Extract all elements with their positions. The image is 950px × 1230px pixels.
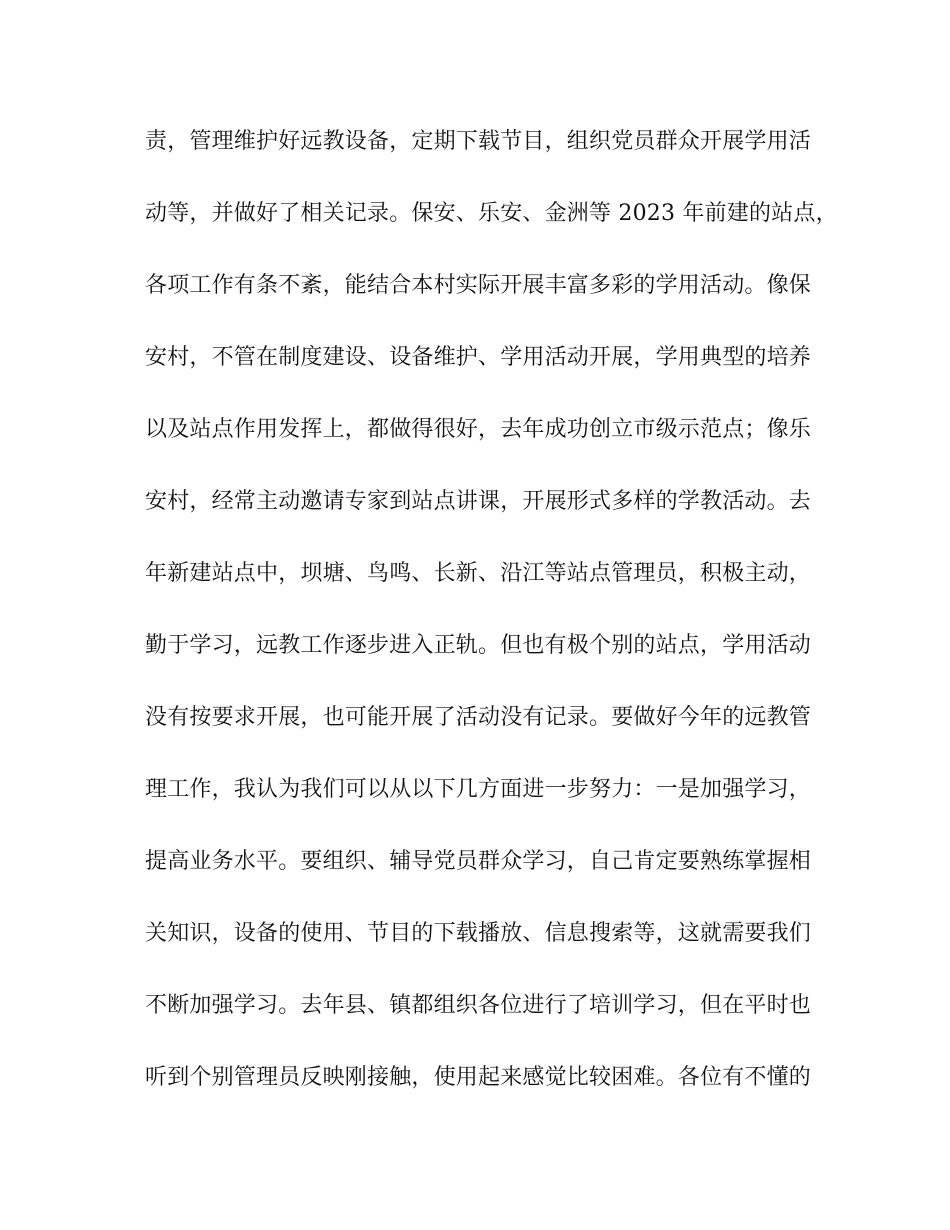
text-line: 以及站点作用发挥上，都做得很好，去年成功创立市级示范点；像乐 bbox=[145, 417, 812, 442]
text-line: 没有按要求开展，也可能开展了活动没有记录。要做好今年的远教管 bbox=[145, 705, 812, 730]
text-line: 责，管理维护好远教设备，定期下载节目，组织党员群众开展学用活 bbox=[145, 129, 812, 154]
text-line: 安村，经常主动邀请专家到站点讲课，开展形式多样的学教活动。去 bbox=[145, 489, 812, 514]
text-line: 勤于学习，远教工作逐步进入正轨。但也有极个别的站点，学用活动 bbox=[145, 633, 812, 658]
text-line: 安村，不管在制度建设、设备维护、学用活动开展，学用典型的培养 bbox=[145, 345, 812, 370]
text-line: 提高业务水平。要组织、辅导党员群众学习，自己肯定要熟练掌握相 bbox=[145, 849, 812, 874]
text-line: 不断加强学习。去年县、镇都组织各位进行了培训学习，但在平时也 bbox=[145, 993, 812, 1018]
text-line: 关知识，设备的使用、节目的下载播放、信息搜索等，这就需要我们 bbox=[145, 921, 812, 946]
text-line: 理工作，我认为我们可以从以下几方面进一步努力：一是加强学习， bbox=[145, 777, 812, 802]
body-text bbox=[145, 118, 838, 1126]
text-line: 听到个别管理员反映刚接触，使用起来感觉比较困难。各位有不懂的 bbox=[145, 1065, 812, 1090]
text-line: 年新建站点中，坝塘、鸟鸣、长新、沿江等站点管理员，积极主动， bbox=[145, 561, 812, 586]
text-line: 各项工作有条不紊，能结合本村实际开展丰富多彩的学用活动。像保 bbox=[145, 273, 812, 298]
text-line: 动等，并做好了相关记录。保安、乐安、金洲等 2023 年前建的站点， bbox=[145, 201, 838, 226]
